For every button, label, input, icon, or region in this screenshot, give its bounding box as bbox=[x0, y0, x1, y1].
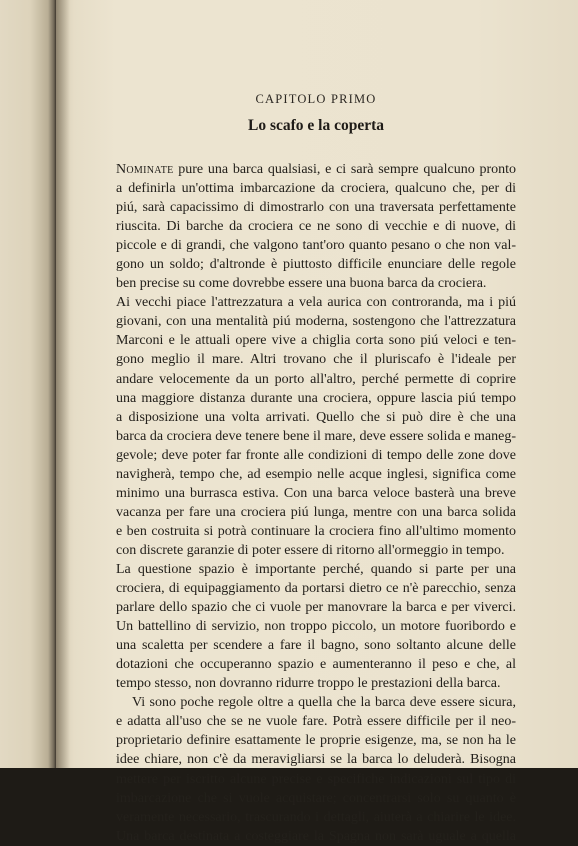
body-line: minimo una burrasca estiva. Con una barca veloce basterà una breve bbox=[116, 485, 516, 501]
body-line: e adatta all'uso che se ne vuole fare. Potrà essere difficile per il neo- bbox=[116, 714, 516, 730]
body-line-text: pure una barca qualsiasi, e ci sarà sempre qualcuno pronto bbox=[173, 162, 516, 177]
body-line: piccole e di grandi, che valgono tant'oro quanto pesano o che non val- bbox=[116, 238, 516, 254]
body-line: a definirla un'ottima imbarcazione da crociera, qualcuno che, per di bbox=[116, 181, 516, 197]
body-line: dotazioni che occuperanno spazio e aumenteranno il peso e che, al bbox=[116, 657, 516, 673]
body-line: gono meglio il mare. Altri trovano che il pluriscafo è l'ideale per bbox=[116, 352, 516, 368]
body-line: crociera, di equipaggiamento da portarsi dietro ce n'è parecchio, senza bbox=[116, 581, 516, 597]
body-line: proprietario definire esattamente le proprie esigenze, ma, se non ha le bbox=[116, 733, 516, 749]
body-line: mettere per iscritto alcune precise e specifiche indicazioni sul tipo di bbox=[116, 771, 516, 787]
body-line: gono un soldo; d'altronde è piuttosto difficile enunciare delle regole bbox=[116, 257, 516, 273]
body-line: riuscita. Di barche da crociera ce ne sono di vecchie e di nuove, di bbox=[116, 219, 516, 235]
body-line: navigherà, tempo che, ad esempio nelle acque inglesi, significa come bbox=[116, 466, 516, 482]
gutter-shadow bbox=[56, 0, 70, 768]
body-line: Vi sono poche regole oltre a quella che la barca deve essere sicura, bbox=[132, 695, 516, 711]
body-line: Marconi e le attuali opere vive a chiglia corta sono piú veloci e ten- bbox=[116, 333, 516, 349]
body-line: tempo stesso, non dovranno ridurre troppo le prestazioni della barca. bbox=[116, 676, 501, 692]
body-line: una scaletta per scendere a fare il bagno, sono soltanto alcune delle bbox=[116, 638, 516, 654]
body-line: La questione spazio è importante perché, quando si parte per una bbox=[116, 561, 516, 577]
chapter-body bbox=[116, 160, 516, 846]
body-line: giovani, con una mentalità piú moderna, sostengono che l'attrezzatura bbox=[116, 314, 516, 330]
body-line: ben precise su come dovrebbe essere una buona barca da crociera. bbox=[116, 276, 487, 292]
body-line: imbarcazione che si vuole acquistare; concentrarsi solo su quanto è bbox=[116, 790, 516, 806]
body-line: veramente necessario, trascurando i dettagli, aiuterà a chiarire le idee. bbox=[116, 809, 516, 825]
body-line: una maggiore distanza durante una crociera, oppure lascia piú tempo bbox=[116, 390, 516, 406]
body-line: Una barca destinata a costeggiare la Spagna non sarà uguale a quella bbox=[116, 828, 516, 844]
body-line bbox=[116, 160, 516, 179]
lead-word: Nominate bbox=[116, 162, 174, 177]
body-line: gevole; deve poter far fronte alle condizioni di tempo delle zone dove bbox=[116, 447, 516, 463]
body-line: piú, sarà capacissimo di dimostrarlo con una traversata perfettamente bbox=[116, 200, 516, 216]
body-line: a disposizione una volta arrivati. Quello che si può dire è che una bbox=[116, 409, 516, 425]
body-line: e ben costruita si potrà continuare la crociera fino all'ultimo momento bbox=[116, 523, 516, 539]
body-line: andare velocemente da un porto all'altro, perché permette di coprire bbox=[116, 371, 516, 387]
body-line: Ai vecchi piace l'attrezzatura a vela aurica con controranda, ma i piú bbox=[116, 295, 516, 311]
facing-page-edge bbox=[0, 0, 56, 768]
chapter-title: Lo scafo e la coperta bbox=[247, 117, 385, 134]
body-line: parlare dello spazio che ci vuole per manovrare la barca e per viverci. bbox=[116, 600, 516, 616]
body-line: Un battellino di servizio, non troppo piccolo, un motore fuoribordo e bbox=[116, 619, 516, 635]
body-line: vacanza per fare una crociera piú lunga, mentre con una barca solida bbox=[116, 504, 516, 520]
body-line: barca da crociera deve tenere bene il mare, deve essere solida e maneg- bbox=[116, 428, 516, 444]
body-line: con discrete garanzie di poter essere di ritorno all'ormeggio in tempo. bbox=[116, 542, 505, 558]
body-line: idee chiare, non c'è da meravigliarsi se la barca lo deluderà. Bisogna bbox=[116, 752, 516, 768]
chapter-label: CAPITOLO PRIMO bbox=[255, 92, 377, 106]
